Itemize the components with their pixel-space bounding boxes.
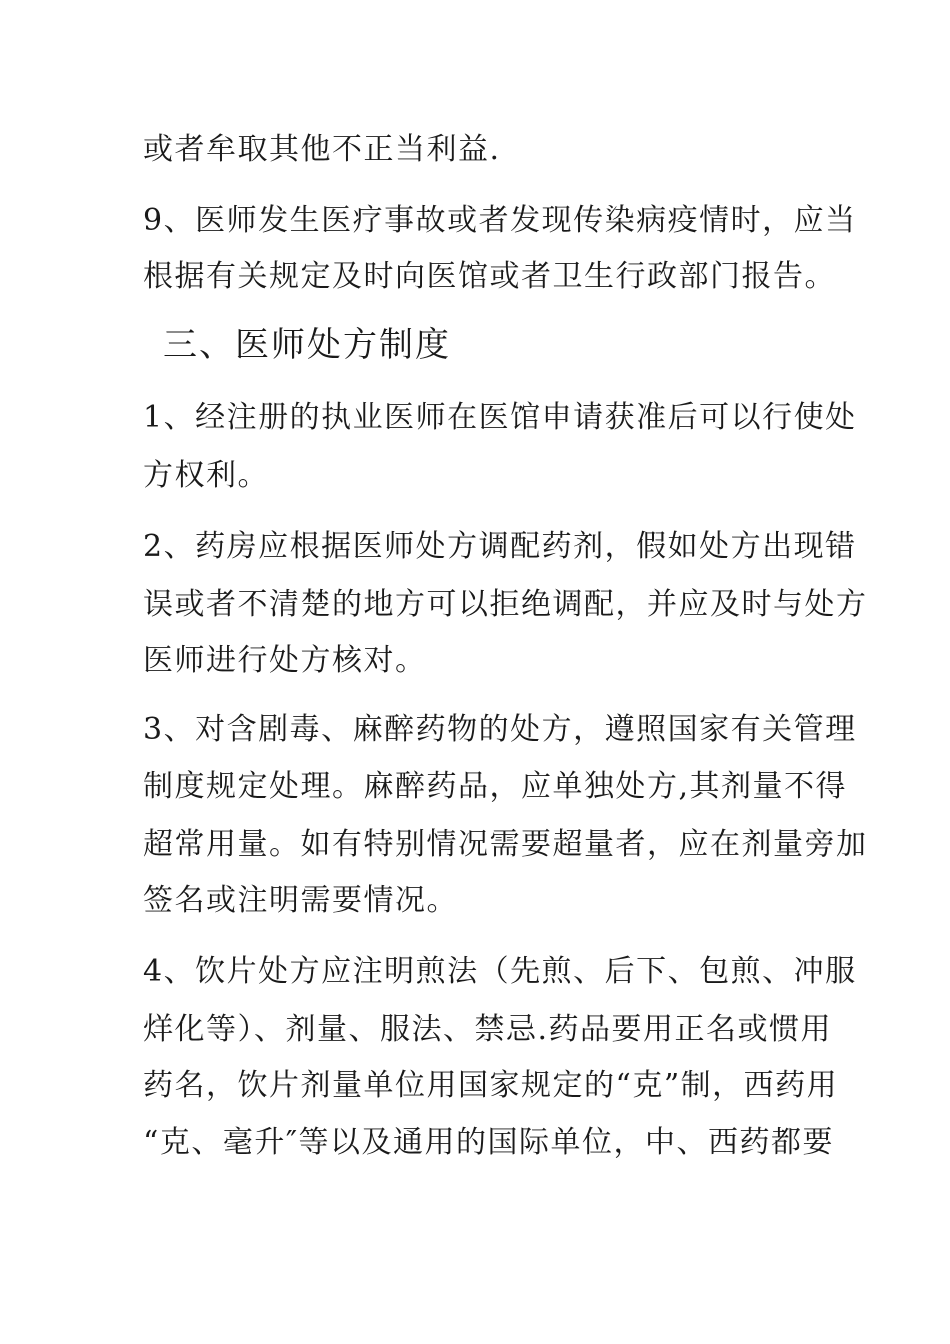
text-line: 2、药房应根据医师处方调配药剂，假如处方出现错	[143, 529, 857, 564]
text-line: 误或者不清楚的地方可以拒绝调配，并应及时与处方	[143, 587, 868, 622]
text-line: 1、经注册的执业医师在医馆申请获准后可以行使处	[143, 400, 857, 435]
text-line: “克、毫升″等以及通用的国际单位，中、西药都要	[143, 1125, 835, 1160]
text-line: 烊化等）、剂量、服法、禁忌.药品要用正名或惯用	[143, 1012, 833, 1047]
text-line: 或者牟取其他不正当利益.	[143, 132, 501, 167]
text-line: 超常用量。如有特别情况需要超量者，应在剂量旁加	[143, 827, 868, 862]
text-line: 9、医师发生医疗事故或者发现传染病疫情时，应当	[143, 203, 857, 238]
text-line: 签名或注明需要情况。	[143, 883, 458, 918]
text-line: 方权利。	[143, 458, 269, 493]
section-heading: 三、医师处方制度	[163, 325, 451, 365]
text-line: 4、饮片处方应注明煎法（先煎、后下、包煎、冲服	[143, 954, 857, 989]
text-line: 药名，饮片剂量单位用国家规定的“克”制，西药用	[143, 1068, 839, 1103]
text-line: 医师进行处方核对。	[143, 643, 427, 678]
text-line: 根据有关规定及时向医馆或者卫生行政部门报告。	[143, 259, 836, 294]
text-line: 制度规定处理。麻醉药品，应单独处方,其剂量不得	[143, 769, 848, 804]
text-line: 3、对含剧毒、麻醉药物的处方，遵照国家有关管理	[143, 712, 857, 747]
